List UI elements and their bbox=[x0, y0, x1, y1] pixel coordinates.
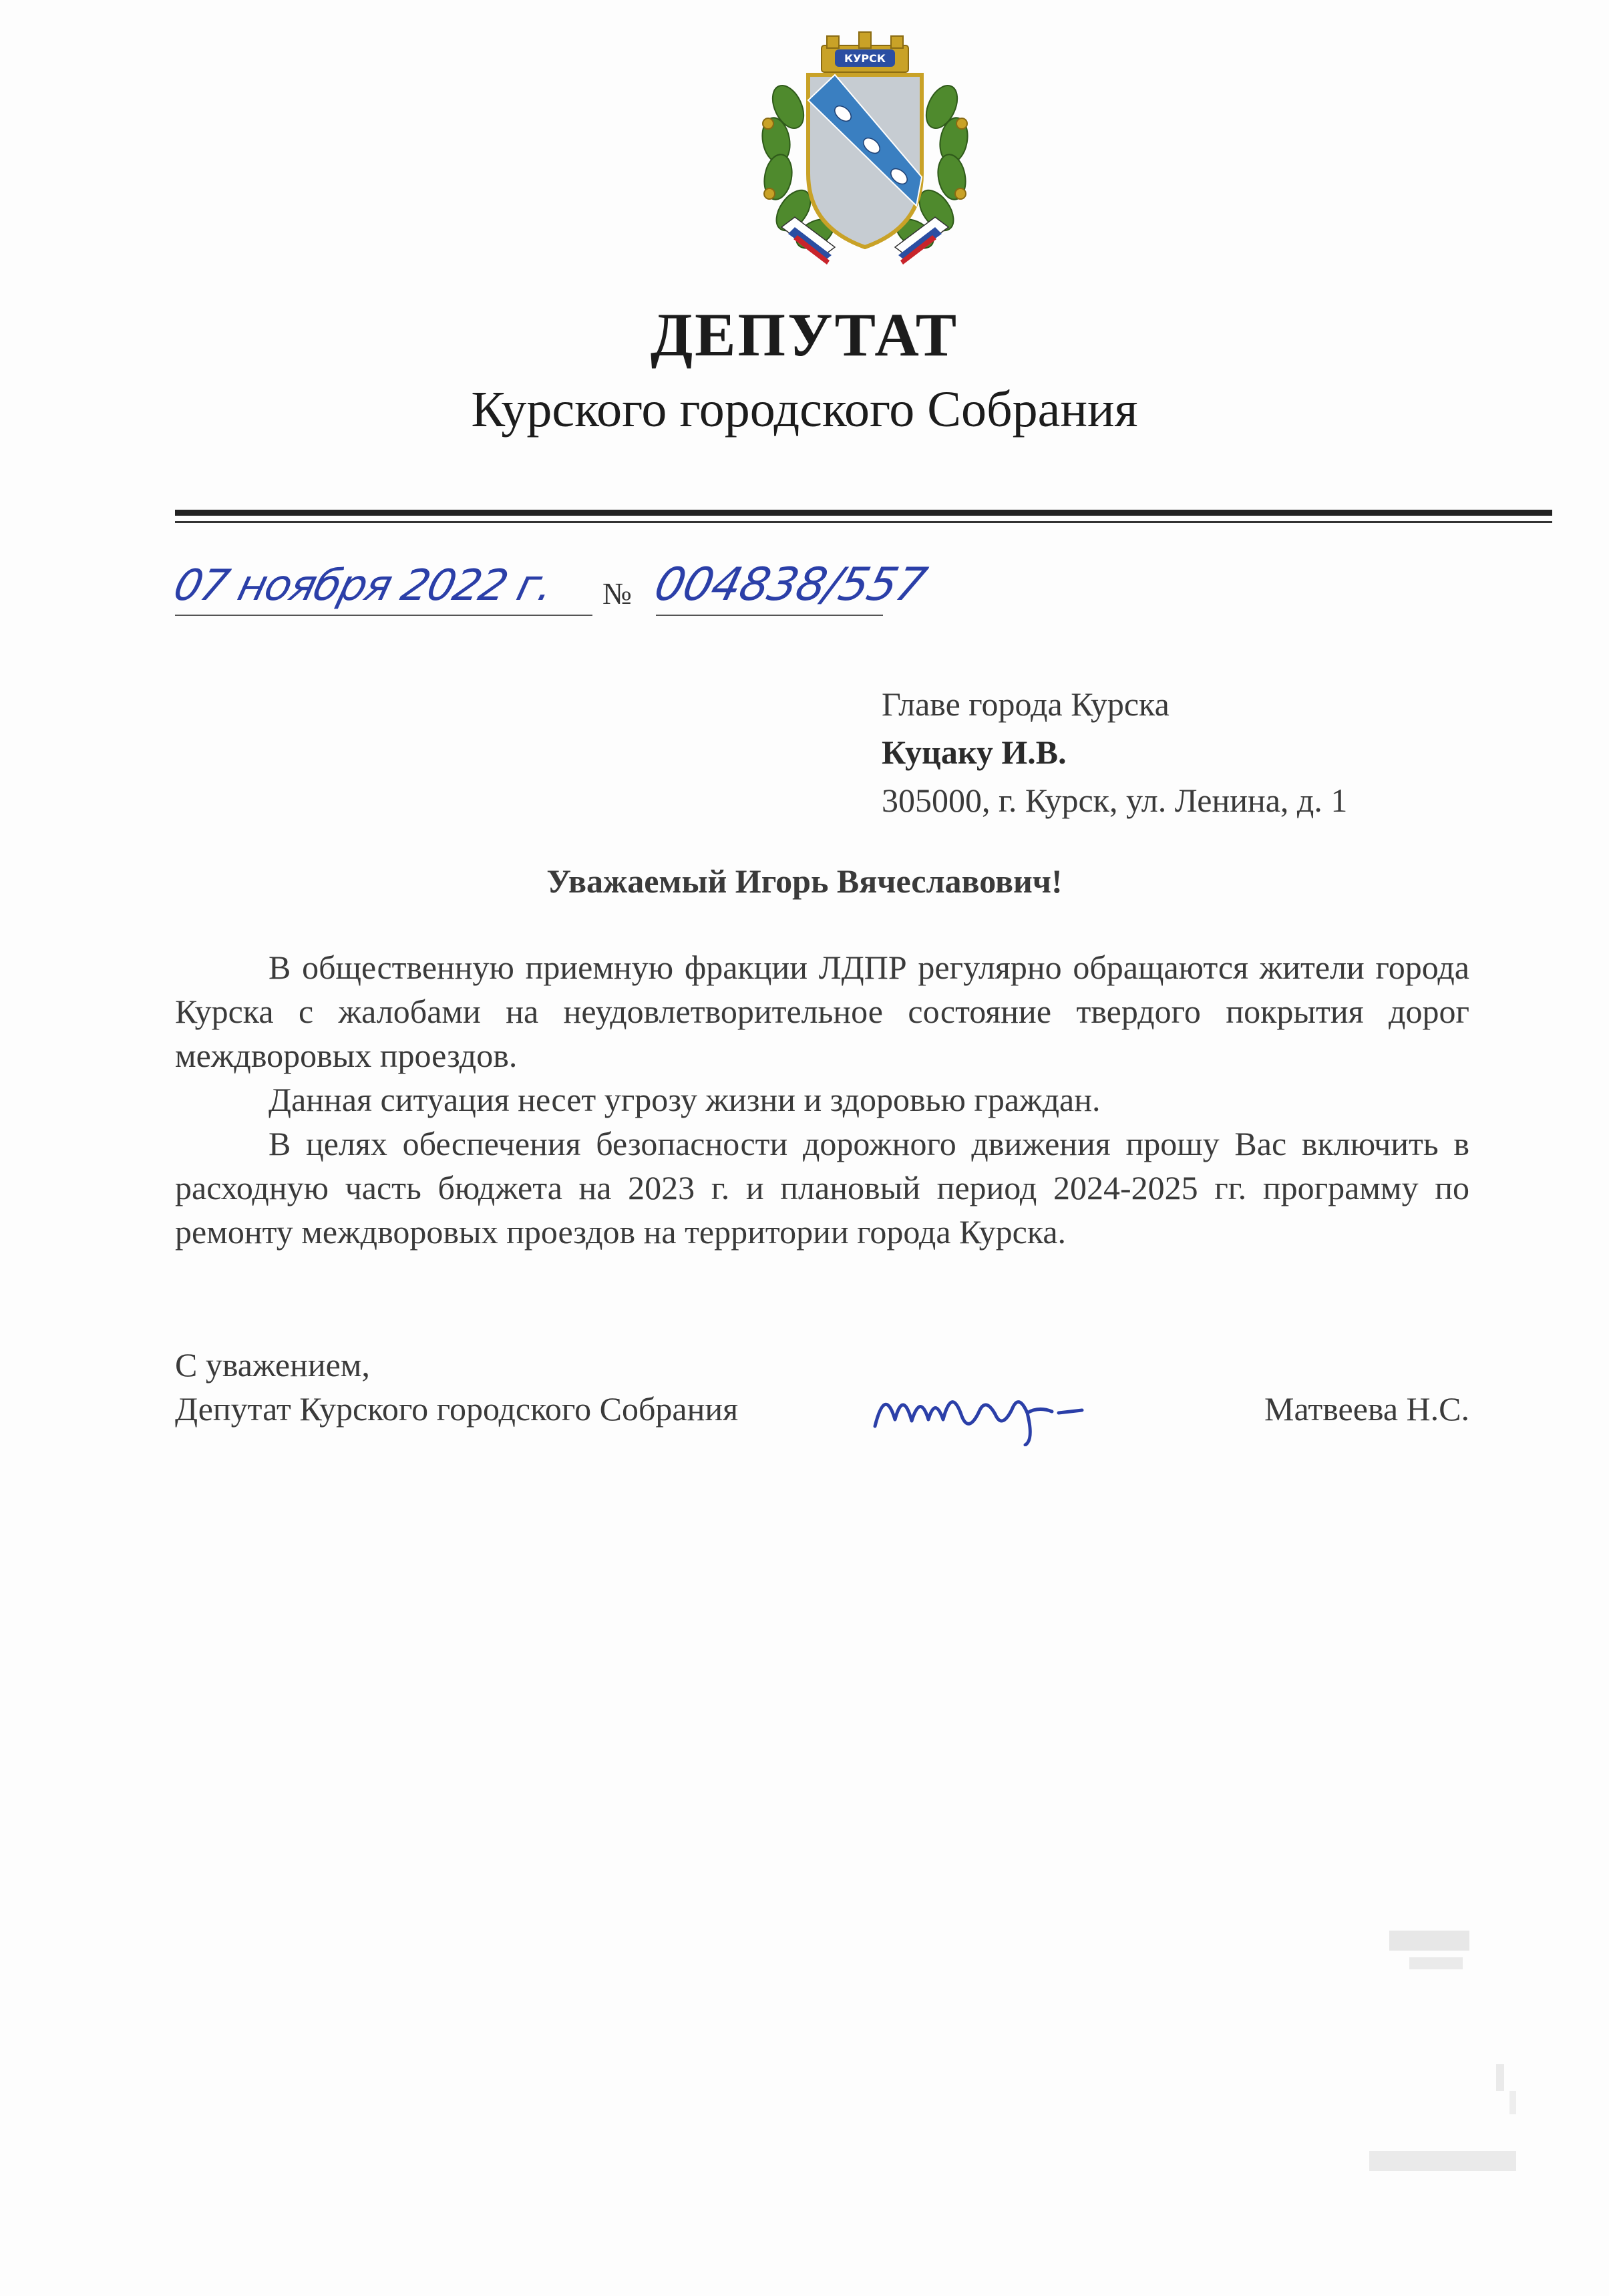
kursk-coat-of-arms-icon bbox=[741, 27, 989, 274]
closing-role: Депутат Курского городского Собрания bbox=[175, 1390, 739, 1428]
number-label: № bbox=[602, 577, 632, 611]
body-paragraph: Данная ситуация несет угрозу жизни и здоровью граждан. bbox=[269, 1081, 1101, 1118]
header-divider-thin bbox=[175, 521, 1552, 523]
closing-regards: С уважением, bbox=[175, 1346, 370, 1383]
addressee-block bbox=[882, 680, 1347, 824]
header-divider-thick bbox=[175, 510, 1552, 516]
number-underline bbox=[656, 615, 883, 616]
body-paragraph: В общественную приемную фракции ЛДПР регулярно обращаются жители города Курска с жалобами на неудовлетворительное состояние твердого покрытия дорог междворовых проездов. bbox=[175, 949, 1469, 1074]
handwritten-date: 07 ноября 2022 г. bbox=[168, 561, 558, 611]
letter-body bbox=[175, 945, 1469, 1254]
signature-icon bbox=[868, 1373, 1109, 1446]
salutation: Уважаемый Игорь Вячеславович! bbox=[546, 862, 1063, 900]
emblem-city-label: КУРСК bbox=[844, 52, 886, 65]
signer-name: Матвеева Н.С. bbox=[1264, 1390, 1469, 1428]
scan-artifact bbox=[1369, 1924, 1556, 2204]
addressee-position: Главе города Курска bbox=[882, 685, 1170, 723]
page-subtitle: Курского городского Собрания bbox=[471, 381, 1138, 438]
addressee-address: 305000, г. Курск, ул. Ленина, д. 1 bbox=[882, 782, 1348, 819]
page-title: ДЕПУТАТ bbox=[650, 301, 959, 369]
addressee-name: Куцаку И.В. bbox=[882, 733, 1067, 771]
registration-line bbox=[168, 558, 976, 628]
body-paragraph: В целях обеспечения безопасности дорожного движения прошу Вас включить в расходную часть бюджета на 2023 г. и плановый период 2024-2025 гг. программу по ремонту междворовых проездов на территории города Курска. bbox=[175, 1125, 1469, 1251]
date-underline bbox=[175, 615, 592, 616]
handwritten-number: 004838/557 bbox=[649, 558, 932, 611]
